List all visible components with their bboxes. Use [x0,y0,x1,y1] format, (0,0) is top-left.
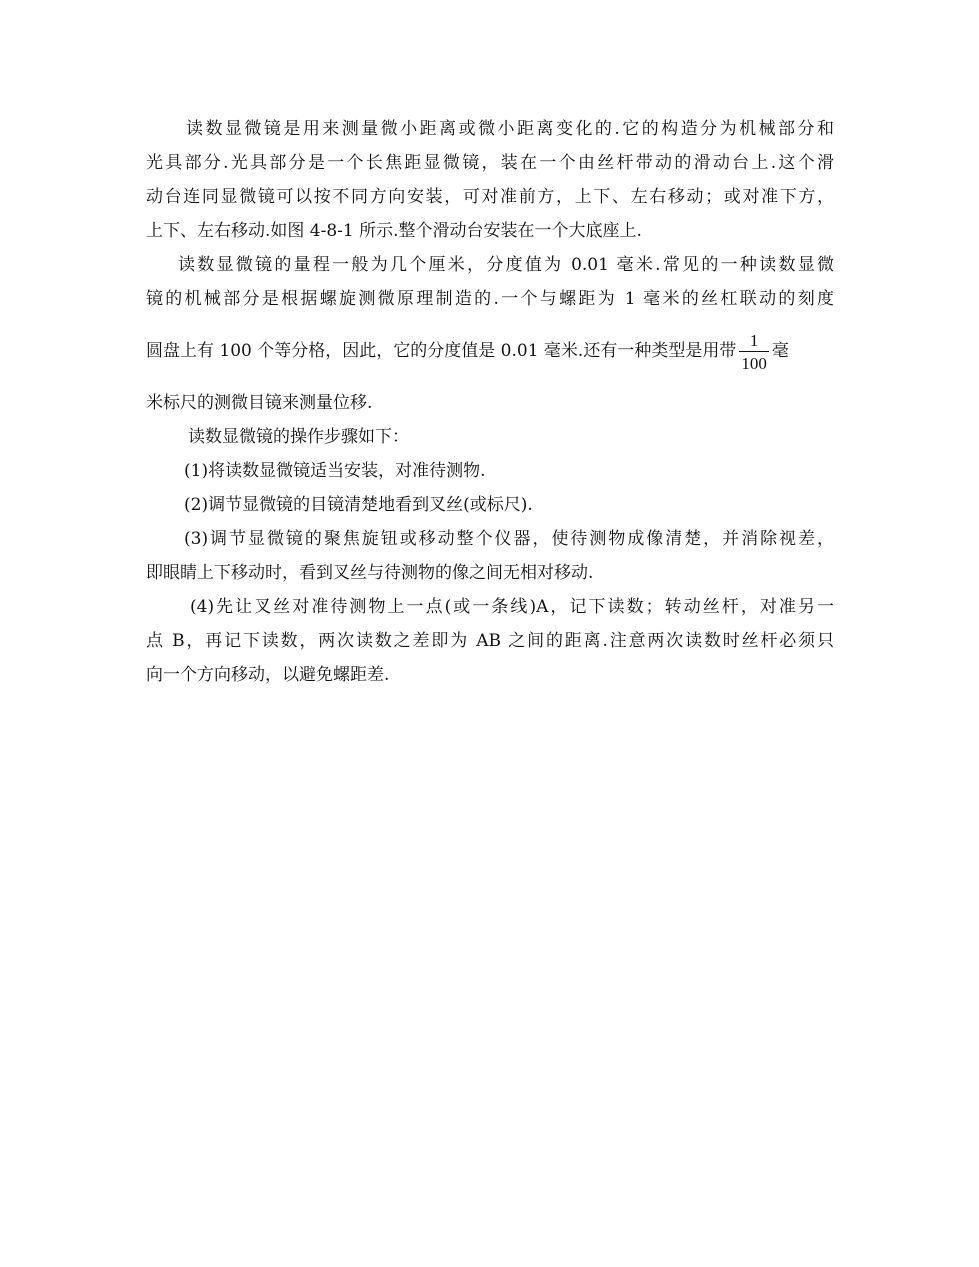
text-line: 向一个方向移动，以避免螺距差. [146,665,390,685]
text-line: 动台连同显微镜可以按不同方向安装，可对准前方，上下、左右移动；或对准下方， [146,187,834,207]
text-segment: 毫 [771,341,789,361]
text-line: 光具部分.光具部分是一个长焦距显微镜，装在一个由丝杆带动的滑动台上.这个滑 [146,153,834,173]
fraction-numerator: 1 [739,332,769,352]
step-3 [146,522,834,590]
fraction-denominator: 100 [741,353,767,373]
text-line: 上下、左右移动.如图 4-8-1 所示.整个滑动台安装在一个大底座上. [146,221,642,241]
text-line: (4)先让叉丝对准待测物上一点(或一条线)A，记下读数；转动丝杆，对准另一 [190,597,834,617]
text-line: 读数显微镜的量程一般为几个厘米，分度值为 0.01 毫米.常见的一种读数显微 [178,255,834,275]
fraction-one-hundredth [739,332,769,372]
text-line: 点 B，再记下读数，两次读数之差即为 AB 之间的距离.注意两次读数时丝杆必须只 [146,631,834,651]
text-line: 米标尺的测微目镜来测量位移. [146,393,373,413]
step-1: (1)将读数显微镜适当安装，对准待测物. [184,461,486,481]
step-2: (2)调节显微镜的目镜清楚地看到叉丝(或标尺). [184,495,533,515]
text-line: 读数显微镜是用来测量微小距离或微小距离变化的.它的构造分为机械部分和 [186,119,834,139]
paragraph-microscope-structure [146,112,834,248]
steps-intro: 读数显微镜的操作步骤如下： [188,427,409,447]
text-segment: 圆盘上有 100 个等分格，因此，它的分度值是 0.01 毫米.还有一种类型是用带 [146,341,737,361]
text-line: (3)调节显微镜的聚焦旋钮或移动整个仪器，使待测物成像清楚，并消除视差， [184,529,834,549]
paragraph-range-and-division [146,248,834,420]
text-line: 镜的机械部分是根据螺旋测微原理制造的.一个与螺距为 1 毫米的丝杠联动的刻度 [146,289,834,309]
document-body [146,112,834,692]
text-line: 即眼睛上下移动时，看到叉丝与待测物的像之间无相对移动. [146,563,594,583]
step-4 [146,590,834,692]
text-line-with-fraction [146,316,834,386]
